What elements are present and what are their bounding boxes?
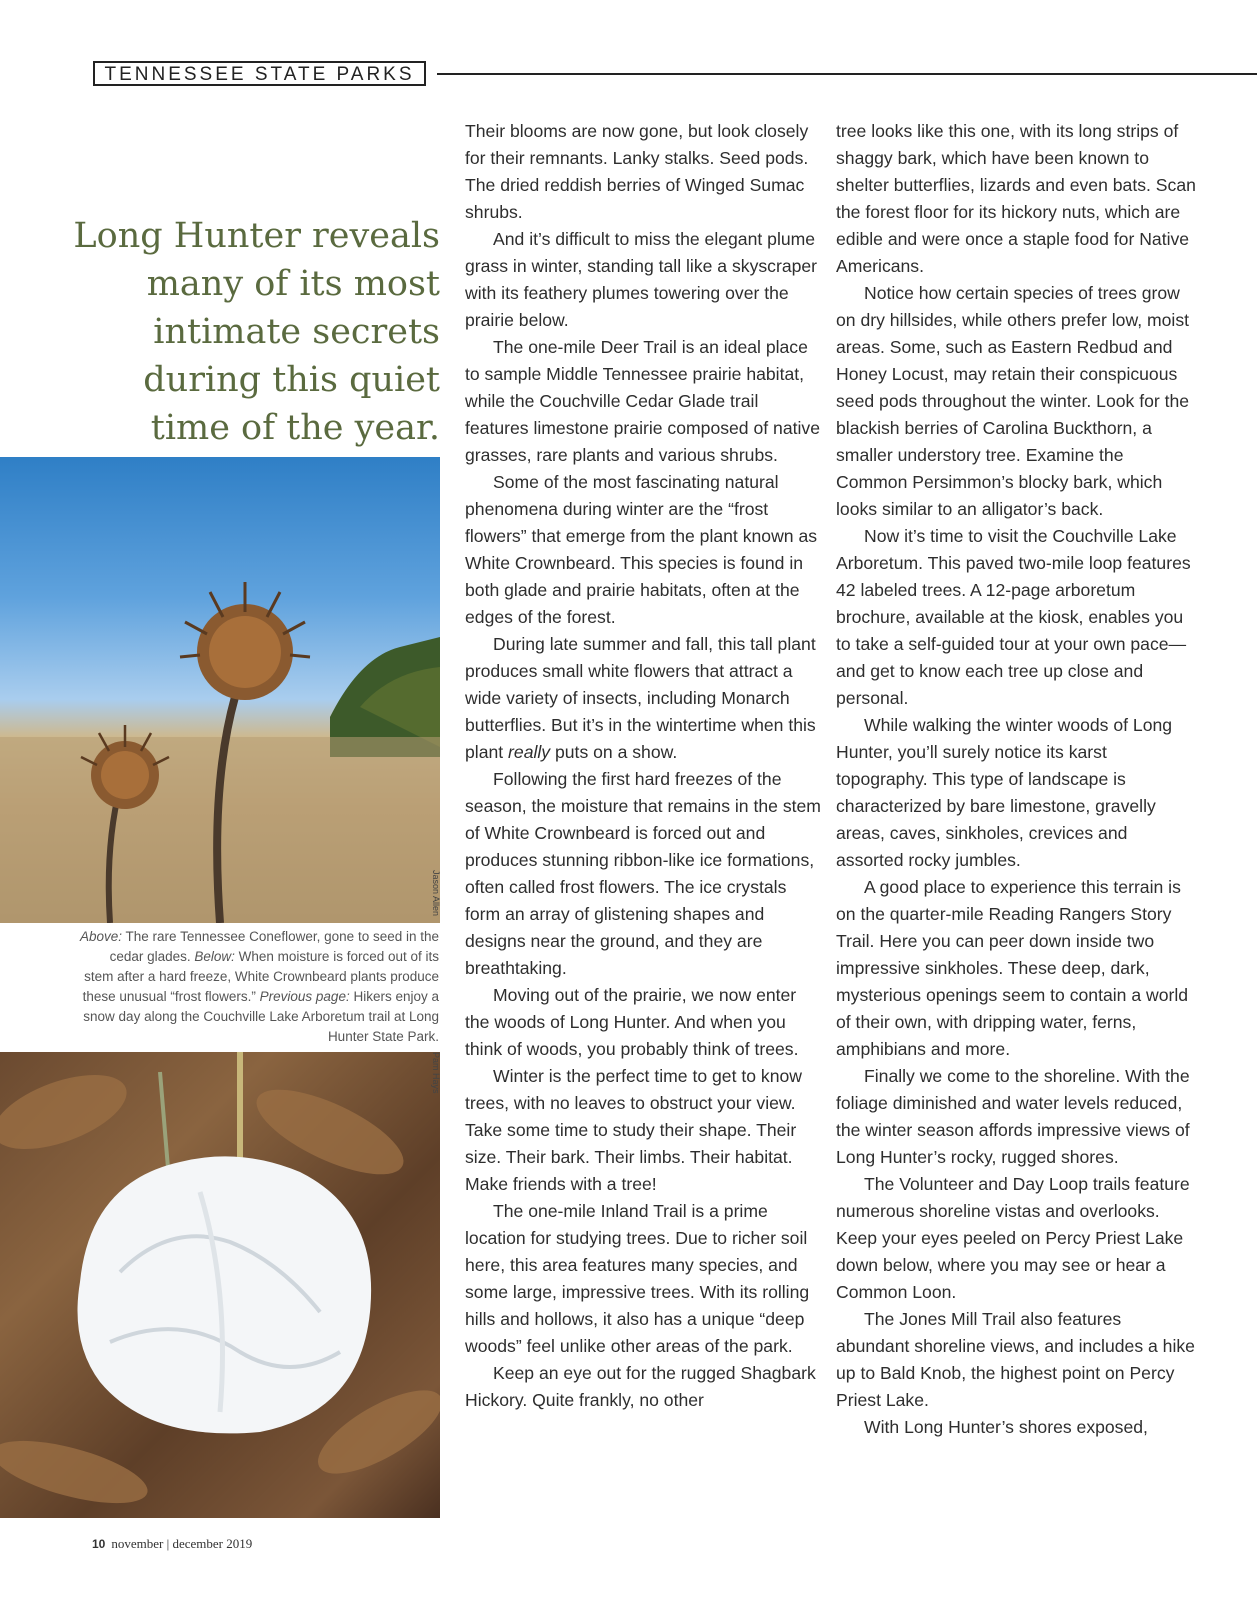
caption-above-text: The rare Tennessee Coneflower, gone to seed in the cedar glades. bbox=[109, 929, 439, 964]
paragraph: With Long Hunter’s shores exposed, bbox=[864, 1417, 1148, 1437]
paragraph: Keep an eye out for the rugged Shagbark Hickory. Quite frankly, no other bbox=[465, 1363, 816, 1410]
coneflower-photo bbox=[0, 457, 440, 923]
pull-quote-line: time of the year. bbox=[150, 408, 440, 448]
caption-previous-label: Previous page: bbox=[259, 989, 350, 1004]
pull-quote-line: intimate secrets bbox=[153, 312, 440, 352]
paragraph bbox=[465, 631, 821, 766]
photo-caption bbox=[78, 927, 439, 1047]
paragraph: Notice how certain species of trees grow on dry hillsides, while others prefer low, moist areas. Some, such as Eastern Redbud and Honey Locust, may retain their conspicuous seed pods throughout the winter. Look for the blackish berries of Carolina Buckthorn, a smaller understory tree. Examine the Common Persimmon’s blocky bark, which looks similar to an alligator’s back. bbox=[836, 283, 1190, 519]
paragraph: While walking the winter woods of Long Hunter, you’ll surely notice its karst topography. This type of landscape is characterized by bare limestone, gravelly areas, caves, sinkholes, crevices and assorted rocky jumbles. bbox=[836, 715, 1173, 870]
paragraph-emphasis: really bbox=[508, 742, 551, 762]
paragraph: tree looks like this one, with its long strips of shaggy bark, which have been known to shelter butterflies, lizards and even bats. Scan the forest floor for its hickory nuts, which are edible and were once a staple food for Native Americans. bbox=[836, 121, 1196, 276]
article-column-1 bbox=[465, 118, 821, 1414]
paragraph: Moving out of the prairie, we now enter the woods of Long Hunter. And when you think of woods, you probably think of trees. bbox=[465, 985, 799, 1059]
page-number: 10 bbox=[92, 1537, 106, 1551]
header-rule bbox=[437, 73, 1257, 75]
paragraph-text: puts on a show. bbox=[550, 742, 678, 762]
paragraph: The Jones Mill Trail also features abundant shoreline views, and includes a hike up to Bald Knob, the highest point on Percy Priest Lake. bbox=[836, 1309, 1195, 1410]
photo-credit-bottom: Pam Hays bbox=[431, 1052, 441, 1094]
caption-below-label: Below: bbox=[194, 949, 235, 964]
paragraph: Now it’s time to visit the Couchville Lake Arboretum. This paved two-mile loop features 42 labeled trees. A 12-page arboretum brochure, available at the kiosk, enables you to take a self-guided tour at your own pace—and get to know each tree up close and personal. bbox=[836, 526, 1191, 708]
caption-below-text: When moisture is forced out of its stem after a hard freeze, White Crownbeard plants produce these unusual “frost flowers.” bbox=[82, 949, 439, 1004]
paragraph: The one-mile Deer Trail is an ideal place to sample Middle Tennessee prairie habitat, while the Couchville Cedar Glade trail features limestone prairie composed of native grasses, rare plants and various shrubs. bbox=[465, 337, 820, 465]
paragraph: The one-mile Inland Trail is a prime location for studying trees. Due to richer soil here, this area features many species, and some large, impressive trees. With its rolling hills and hollows, it also has a unique “deep woods” feel unlike other areas of the park. bbox=[465, 1201, 810, 1356]
paragraph: Finally we come to the shoreline. With the foliage diminished and water levels reduced, the winter season affords impressive views of Long Hunter’s rocky, rugged shores. bbox=[836, 1066, 1190, 1167]
caption-previous-text: Hikers enjoy a snow day along the Couchville Lake Arboretum trail at Long Hunter State Park. bbox=[83, 989, 439, 1044]
paragraph: Following the first hard freezes of the season, the moisture that remains in the stem of White Crownbeard is forced out and produces stunning ribbon-like ice formations, often called frost flowers. The ice crystals form an array of glistening shapes and designs near the ground, and they are breathtaking. bbox=[465, 769, 821, 978]
article-column-2 bbox=[836, 118, 1196, 1441]
paragraph-text: During late summer and fall, this tall plant produces small white flowers that attract a wide variety of insects, including Monarch butterflies. But it’s in the wintertime when this plant bbox=[465, 634, 816, 762]
paragraph: Winter is the perfect time to get to know trees, with no leaves to obstruct your view. Take some time to study their shape. Their size. Their bark. Their limbs. Their habitat. Make friends with a tree! bbox=[465, 1066, 802, 1194]
frost-flower-illustration bbox=[0, 1052, 440, 1518]
paragraph: Some of the most fascinating natural phenomena during winter are the “frost flowers” that emerge from the plant known as White Crownbeard. This species is found in both glade and prairie habitats, often at the edges of the forest. bbox=[465, 472, 818, 627]
section-label: TENNESSEE STATE PARKS bbox=[93, 61, 426, 86]
page-folio bbox=[92, 1536, 252, 1552]
paragraph: The Volunteer and Day Loop trails feature numerous shoreline vistas and overlooks. Keep your eyes peeled on Percy Priest Lake down below, where you may see or hear a Common Loon. bbox=[836, 1174, 1190, 1302]
paragraph: And it’s difficult to miss the elegant plume grass in winter, standing tall like a skyscraper with its feathery plumes towering over the prairie below. bbox=[465, 229, 818, 330]
issue-date: november | december 2019 bbox=[111, 1536, 253, 1551]
paragraph: Their blooms are now gone, but look closely for their remnants. Lanky stalks. Seed pods. The dried reddish berries of Winged Sumac shrubs. bbox=[465, 121, 809, 222]
coneflower-illustration bbox=[0, 457, 440, 923]
pull-quote-line: during this quiet bbox=[143, 360, 440, 400]
pull-quote-line: many of its most bbox=[146, 264, 440, 304]
caption-above-label: Above: bbox=[80, 929, 123, 944]
pull-quote-line: Long Hunter reveals bbox=[73, 216, 440, 256]
photo-credit-top: Jason Allen bbox=[431, 870, 441, 917]
frost-flower-photo bbox=[0, 1052, 440, 1518]
pull-quote bbox=[60, 212, 440, 452]
paragraph: A good place to experience this terrain is on the quarter-mile Reading Rangers Story Trail. Here you can peer down inside two impressive sinkholes. These deep, dark, mysterious openings seem to contain a world of their own, with dripping water, ferns, amphibians and more. bbox=[836, 877, 1189, 1059]
